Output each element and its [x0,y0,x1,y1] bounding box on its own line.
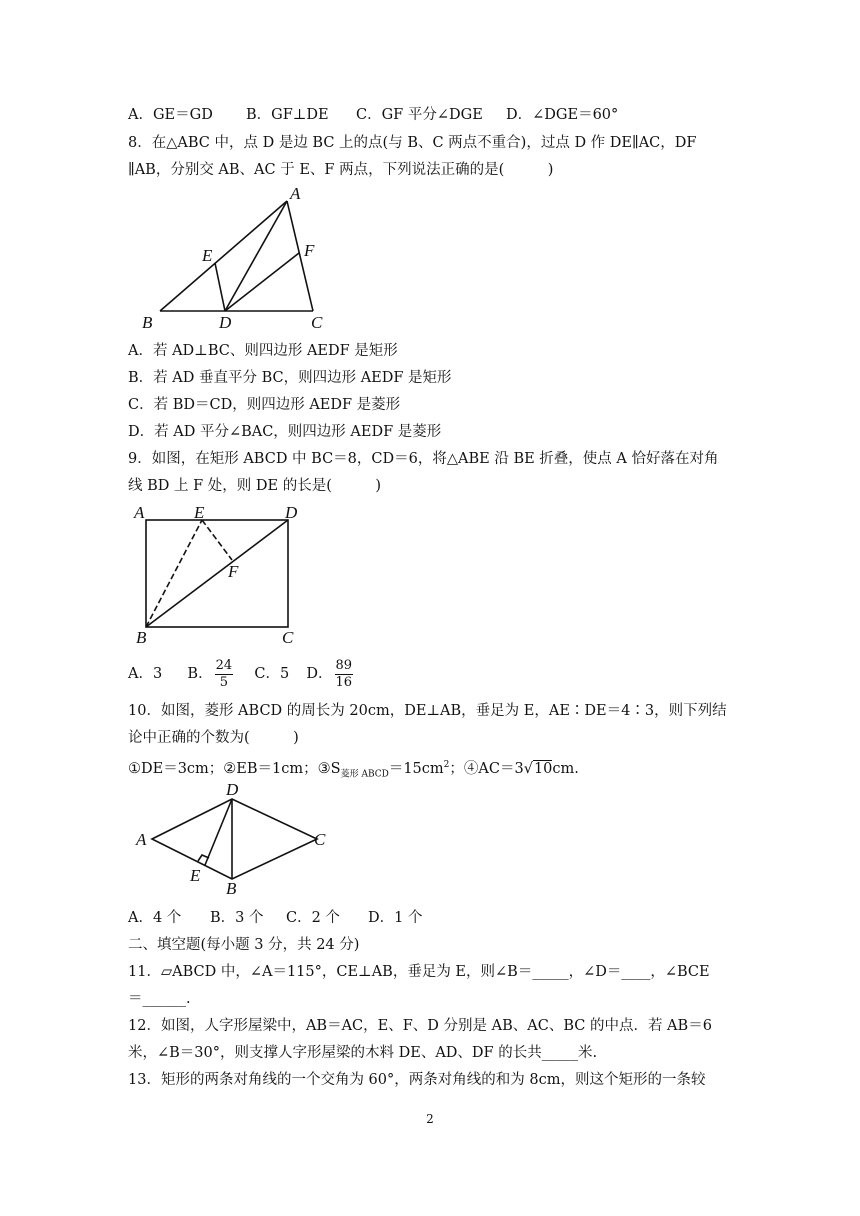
q10-stmt-subscript: 菱形 ABCD [340,769,389,780]
q9-option-d-numerator: 89 [335,657,353,673]
q9-option-d-denominator: 16 [335,674,353,690]
q8-option-b: B．若 AD 垂直平分 BC，则四边形 AEDF 是矩形 [128,370,452,386]
q7-options [128,105,619,125]
q8-label-e: E [202,246,213,265]
q9-options [128,656,355,692]
q7-option-c: C．GF 平分∠DGE [356,107,483,123]
q9-option-b-numerator: 24 [215,657,233,673]
q9-rectangle-figure [130,500,310,648]
q10-stem-line-2: 论中正确的个数为( ) [128,730,299,746]
q10-option-b: B．3 个 [210,910,264,926]
q10-stmt-superscript: 2 [443,760,450,770]
q10-label-b: B [226,879,237,898]
q9-label-c: C [282,628,294,647]
q7-option-a: A．GE＝GD [128,107,213,123]
q9-option-b-fraction [215,658,234,691]
page-number: 2 [426,1112,434,1126]
q8-stem-line-1: 8．在△ABC 中，点 D 是边 BC 上的点(与 B、C 两点不重合)，过点 D 作 DE∥AC，DF [128,135,697,151]
q9-label-f: F [228,562,239,581]
q8-label-d: D [219,313,232,332]
q8-label-a: A [290,184,301,203]
q9-option-b-prefix: B． [187,666,213,682]
q10-label-a: A [136,830,147,849]
q10-option-d: D．1 个 [368,910,423,926]
q9-option-c: C．5 [254,666,290,682]
q10-statements: ①DE＝3cm；②EB＝1cm；$③S_{菱形 ABCD}=15cm^2$；④AC＝3√10cm. [128,760,579,780]
q9-stem-line-2: 线 BD 上 F 处，则 DE 的长是( ) [128,478,382,494]
q9-option-d-fraction [335,658,354,691]
q10-label-c: C [314,830,326,849]
q10-option-c: C．2 个 [286,910,340,926]
q9-option-d-prefix: D． [306,666,333,682]
q9-label-e: E [194,503,205,522]
q9-label-b: B [136,628,147,647]
q10-option-a: A．4 个 [128,910,182,926]
q7-option-b: B．GF⊥DE [246,107,329,123]
q10-stmt-4: cm. [552,760,579,777]
q10-options [128,908,423,928]
q9-stem-line-1: 9．如图，在矩形 ABCD 中 BC＝8，CD＝6，将△ABE 沿 BE 折叠，使点 A 恰好落在对角 [128,451,719,467]
q11-line-1: 11．▱ABCD 中，∠A＝115°，CE⊥AB，垂足为 E，则∠B＝_____，∠D＝____，∠BCE [128,964,710,980]
q8-option-d: D．若 AD 平分∠BAC，则四边形 AEDF 是菱形 [128,424,442,440]
q10-stmt-1: ①DE＝3cm；②EB＝1cm；③S [128,760,341,777]
q8-label-f: F [304,241,315,260]
q8-triangle-figure [135,183,335,333]
q10-stem-line-1: 10．如图，菱形 ABCD 的周长为 20cm，DE⊥AB，垂足为 E，AE∶DE＝4∶3，则下列结 [128,703,727,719]
q10-label-e: E [190,866,201,885]
q10-stmt-sqrt: 10 [533,760,553,777]
q9-option-b-denominator: 5 [219,674,228,690]
q7-option-d: D．∠DGE＝60° [506,107,619,123]
q8-label-b: B [142,313,153,332]
section-2-title: 二、填空题(每小题 3 分，共 24 分) [128,937,360,953]
q9-label-a: A [134,503,145,522]
q10-stmt-3: ；④AC＝3 [449,760,524,777]
q9-label-d: D [285,503,298,522]
q11-line-2: ＝______. [128,991,191,1007]
q10-stmt-2: ＝15cm [388,760,444,777]
q8-option-c: C．若 BD＝CD，则四边形 AEDF 是菱形 [128,397,401,413]
q10-rhombus-figure [132,779,332,899]
q9-option-a: A．3 [128,666,163,682]
q8-stem-line-2: ∥AB，分别交 AB、AC 于 E、F 两点，下列说法正确的是( ) [128,162,554,178]
q13-line-1: 13．矩形的两条对角线的一个交角为 60°，两条对角线的和为 8cm，则这个矩形的一条较 [128,1072,706,1088]
q12-line-1: 12．如图，人字形屋梁中，AB＝AC，E、F、D 分别是 AB、AC、BC 的中点．若 AB＝6 [128,1018,712,1034]
q12-line-2: 米，∠B＝30°，则支撑人字形屋梁的木料 DE、AD、DF 的长共_____米. [128,1045,598,1061]
q8-option-a: A．若 AD⊥BC、则四边形 AEDF 是矩形 [128,343,398,359]
q10-label-d: D [226,780,239,799]
q8-label-c: C [311,313,323,332]
